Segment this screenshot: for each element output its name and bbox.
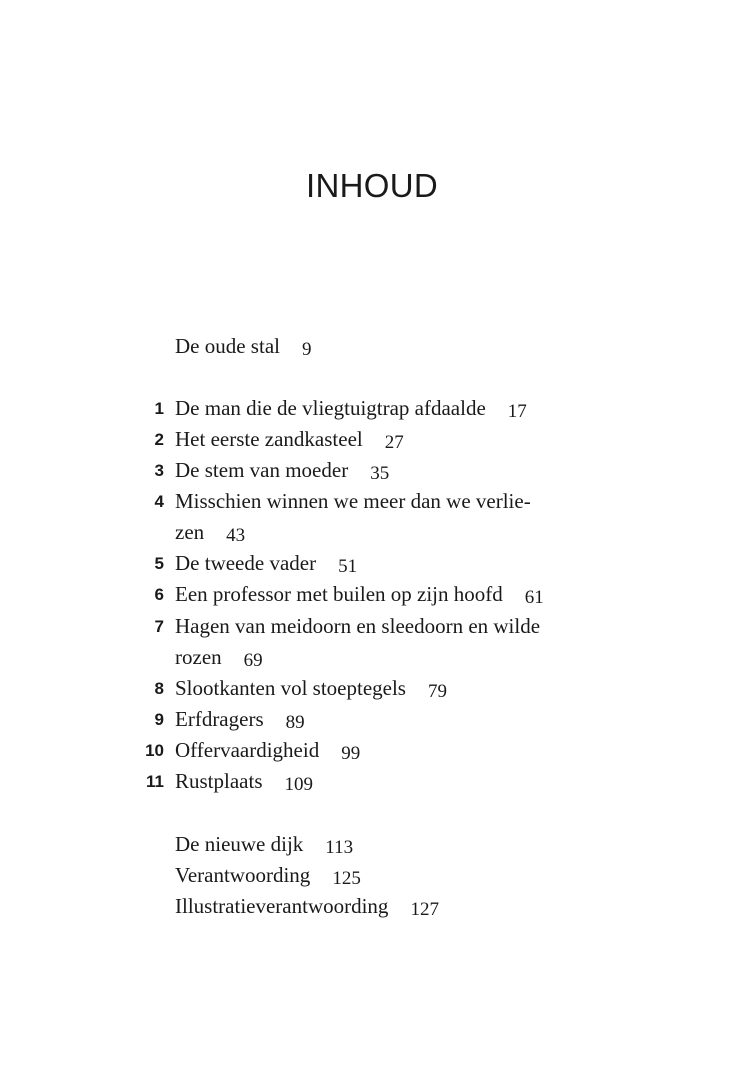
toc-entry-page: 43 [226,525,246,546]
toc-entry-page: 99 [341,743,361,764]
toc-entry-chapter-10[interactable] [0,735,756,766]
toc-entry-chapter-4[interactable] [0,486,756,517]
toc-entry-illustration-credits[interactable] [0,891,756,922]
toc-entry-number: 7 [154,617,164,636]
toc-entry-page: 113 [325,837,354,858]
toc-entry-acknowledgements[interactable] [0,860,756,891]
toc-entry-page: 79 [427,681,447,702]
toc-entry-title-continued: zen 43 [175,520,246,546]
toc-entry-page: 69 [243,650,263,671]
toc-entry-chapter-4-continued[interactable] [0,517,756,548]
toc-entry-number: 8 [154,679,164,698]
toc-entry-title-continued: rozen 69 [175,645,263,671]
toc-entry-chapter-8[interactable] [0,673,756,704]
toc-entry-title: De tweede vader 51 [175,551,358,577]
toc-entry-title: De man die de vliegtuigtrap afdaalde 17 [175,396,527,422]
toc-entry-title: De stem van moeder 35 [175,458,390,484]
toc-entry-title: Verantwoording 125 [175,863,361,889]
toc-entry-number: 5 [154,554,164,573]
toc-entry-chapter-1[interactable] [0,393,756,424]
toc-entry-chapter-9[interactable] [0,704,756,735]
toc-entry-title: Een professor met builen op zijn hoofd 61 [175,582,544,608]
toc-entry-page: 35 [370,463,390,484]
toc-entry-page: 9 [301,339,312,360]
toc-entry-title: Misschien winnen we meer dan we verlie- [175,489,531,513]
toc-entry-title: Rustplaats 109 [175,769,313,795]
toc-entry-page: 89 [285,712,305,733]
toc-entry-number: 1 [154,399,164,418]
toc-entry-page: 127 [410,899,439,920]
toc-entry-epilogue[interactable] [0,829,756,860]
toc-entry-page: 27 [384,432,404,453]
toc-entry-page: 51 [338,556,358,577]
toc-entry-number: 10 [145,741,164,760]
toc-entry-number: 4 [154,492,164,511]
toc-entry-chapter-11[interactable] [0,766,756,797]
toc-entry-chapter-5[interactable] [0,548,756,579]
toc-entry-number: 2 [154,430,164,449]
toc-entry-prologue[interactable] [0,331,756,362]
toc-entry-number: 3 [154,461,164,480]
toc-entry-title: De nieuwe dijk 113 [175,832,354,858]
page-title: INHOUD [306,167,438,204]
toc-entry-chapter-7[interactable] [0,611,756,642]
toc-entry-page: 125 [332,868,361,889]
toc-entry-number: 6 [154,585,164,604]
toc-entry-page: 17 [507,401,527,422]
toc-entry-title: Erfdragers 89 [175,707,305,733]
toc-entry-title: Slootkanten vol stoeptegels 79 [175,676,447,702]
toc-entry-chapter-6[interactable] [0,579,756,610]
toc-entry-title: Illustratieverantwoording 127 [175,894,439,920]
toc-entry-number: 9 [154,710,164,729]
toc-entry-title: Het eerste zandkasteel 27 [175,427,404,453]
toc-entry-chapter-3[interactable] [0,455,756,486]
toc-entry-chapter-2[interactable] [0,424,756,455]
toc-entry-page: 109 [284,774,313,795]
toc-entry-title: Hagen van meidoorn en sleedoorn en wilde [175,614,541,638]
toc-entry-title: De oude stal 9 [175,334,312,360]
toc-entry-title: Offervaardigheid 99 [175,738,361,764]
toc-entry-number: 11 [146,772,164,791]
toc-entry-page: 61 [524,587,544,608]
toc-entry-chapter-7-continued[interactable] [0,642,756,673]
